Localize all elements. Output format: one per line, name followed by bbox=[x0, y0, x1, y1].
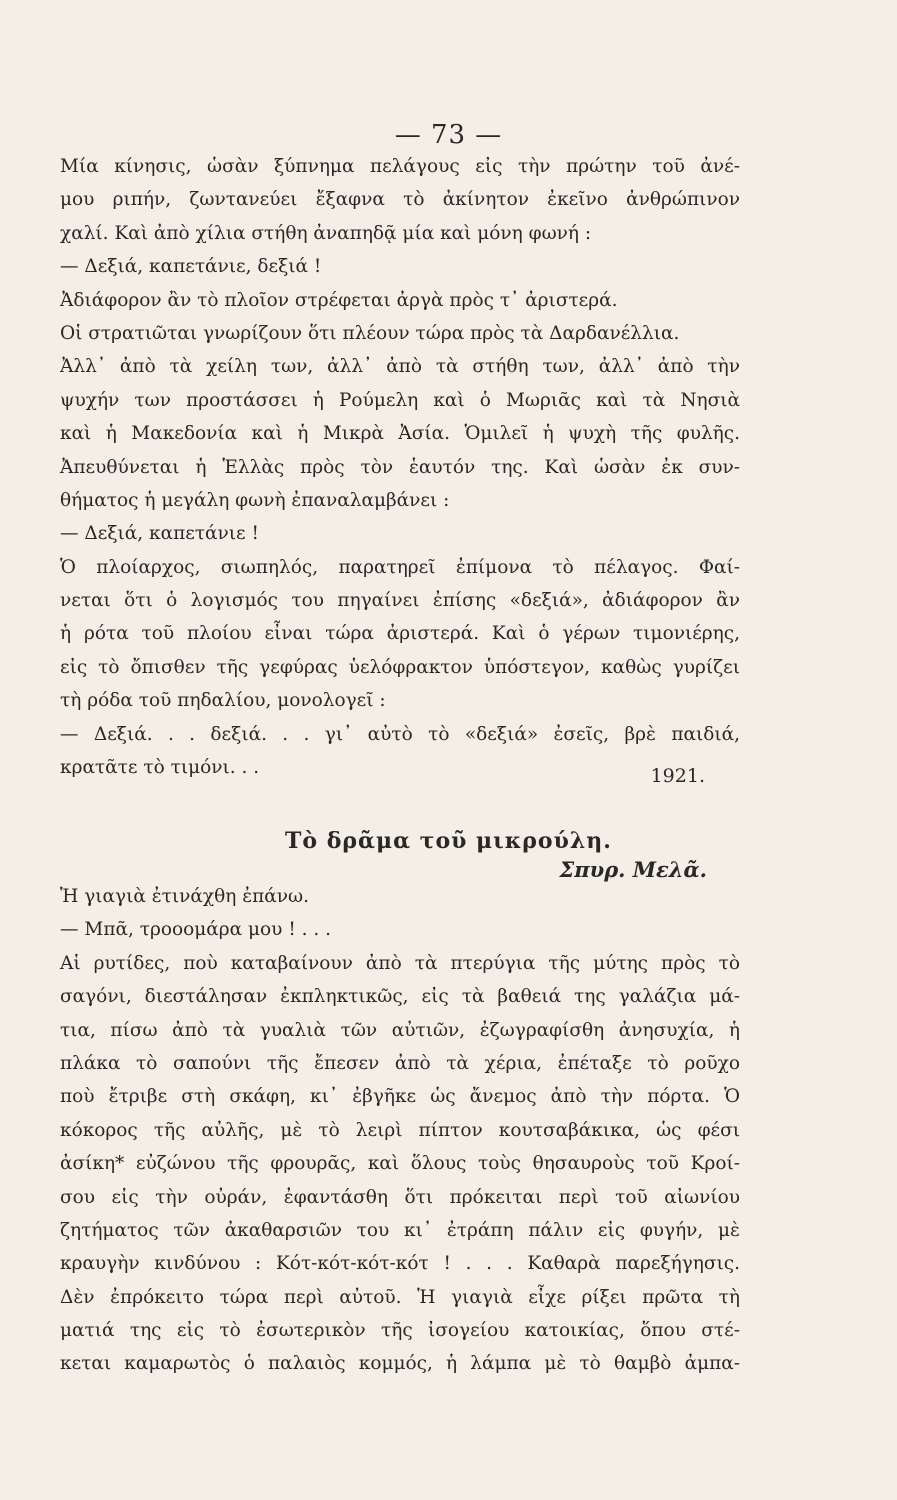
text-line: Ἀδιάφορον ἂν τὸ πλοῖον στρέφεται ἀργὰ πρὸς τ᾿ ἀριστερά. bbox=[60, 289, 618, 311]
page-number: — 73 — bbox=[394, 120, 503, 150]
text-line: νεται ὅτι ὁ λογισμός του πηγαίνει ἐπίσης «δεξιά», ἀδιάφορον ἂν bbox=[60, 590, 740, 612]
text-line: σαγόνι, διεστάλησαν ἐκπληκτικῶς, εἰς τὰ βαθειά της γαλάζια μά- bbox=[60, 986, 740, 1008]
text-line: ζητήματος τῶν ἀκαθαρσιῶν του κι᾿ ἐτράπη πάλιν εἰς φυγήν, μὲ bbox=[60, 1219, 740, 1241]
text-line: Αἱ ρυτίδες, ποὺ καταβαίνουν ἀπὸ τὰ πτερύγια τῆς μύτης πρὸς τὸ bbox=[60, 952, 740, 974]
text-line: καὶ ἡ Μακεδονία καὶ ἡ Μικρὰ Ἀσία. Ὁμιλεῖ ἡ ψυχὴ τῆς φυλῆς. bbox=[60, 423, 740, 445]
text-block-story bbox=[60, 880, 740, 1381]
text-line: κεται καμαρωτὸς ὁ παλαιὸς κομμός, ἡ λάμπα μὲ τὸ θαμβὸ ἀμπα- bbox=[60, 1353, 740, 1375]
text-line: κόκορος τῆς αὐλῆς, μὲ τὸ λειρὶ πίπτον κουτσαβάκικα, ὡς φέσι bbox=[60, 1119, 740, 1141]
text-line: Ἀλλ᾿ ἀπὸ τὰ χείλη των, ἀλλ᾿ ἀπὸ τὰ στήθη των, ἀλλ᾿ ἀπὸ τὴν bbox=[60, 356, 740, 378]
text-line: ἀσίκη* εὐζώνου τῆς φρουρᾶς, καὶ ὅλους τοὺς θησαυροὺς τοῦ Κροί- bbox=[60, 1153, 740, 1175]
text-line: — Δεξιά, καπετάνιε, δεξιά ! bbox=[60, 256, 322, 278]
text-line: Μία κίνησις, ὡσὰν ξύπνημα πελάγους εἰς τὴν πρώτην τοῦ ἀνέ- bbox=[60, 156, 740, 177]
text-line: πλάκα τὸ σαπούνι τῆς ἔπεσεν ἀπὸ τὰ χέρια, ἐπέταξε τὸ ροῦχο bbox=[60, 1052, 740, 1074]
text-line: Οἱ στρατιῶται γνωρίζουν ὅτι πλέουν τώρα πρὸς τὰ Δαρδανέλλια. bbox=[60, 322, 680, 344]
author-name: Σπυρ. Μελᾶ. bbox=[559, 857, 707, 882]
text-line: μου ριπήν, ζωντανεύει ἔξαφνα τὸ ἀκίνητον ἐκεῖνο ἀνθρώπινον bbox=[60, 189, 740, 211]
text-line: ποὺ ἔτριβε στὴ σκάφη, κι᾿ ἐβγῆκε ὡς ἄνεμος ἀπὸ τὴν πόρτα. Ὁ bbox=[60, 1086, 740, 1108]
text-line: — Μπᾶ, τροοομάρα μου ! . . . bbox=[60, 919, 332, 941]
text-line: χαλί. Καὶ ἀπὸ χίλια στήθη ἀναπηδᾷ μία καὶ μόνη φωνή : bbox=[60, 222, 592, 244]
text-line: Ἀπευθύνεται ἡ Ἑλλὰς πρὸς τὸν ἑαυτόν της. Καὶ ὡσὰν ἐκ συν- bbox=[60, 456, 740, 478]
text-line: θήματος ἡ μεγάλη φωνὴ ἐπαναλαμβάνει : bbox=[60, 489, 450, 511]
text-line: κραυγὴν κινδύνου : Κότ-κότ-κότ-κότ ! . . . Καθαρὰ παρεξήγησις. bbox=[60, 1253, 740, 1275]
text-line: τια, πίσω ἀπὸ τὰ γυαλιὰ τῶν αὐτιῶν, ἐζωγραφίσθη ἀνησυχία, ἡ bbox=[60, 1019, 740, 1041]
date-signature: 1921. bbox=[650, 765, 705, 787]
story-title: Τὸ δρᾶμα τοῦ μικρούλη. bbox=[285, 828, 612, 854]
text-line: — Δεξιά. . . δεξιά. . . γι᾿ αὐτὸ τὸ «δεξιά» ἐσεῖς, βρὲ παιδιά, bbox=[60, 723, 740, 745]
text-block-previous-story bbox=[60, 150, 740, 784]
text-line: ψυχήν των προστάσσει ἡ Ρούμελη καὶ ὁ Μωριᾶς καὶ τὰ Νησιὰ bbox=[60, 389, 740, 411]
text-line: σου εἰς τὴν οὐράν, ἐφαντάσθη ὅτι πρόκειται περὶ τοῦ αἰωνίου bbox=[60, 1186, 740, 1208]
text-line: Ἡ γιαγιὰ ἐτινάχθη ἐπάνω. bbox=[60, 886, 309, 907]
text-line: τὴ ρόδα τοῦ πηδαλίου, μονολογεῖ : bbox=[60, 690, 386, 712]
text-line: κρατᾶτε τὸ τιμόνι. . . bbox=[60, 757, 260, 779]
text-line: — Δεξιά, καπετάνιε ! bbox=[60, 523, 259, 545]
text-line: εἰς τὸ ὄπισθεν τῆς γεφύρας ὑελόφρακτον ὑπόστεγον, καθὼς γυρίζει bbox=[60, 656, 740, 678]
text-line: ἡ ρότα τοῦ πλοίου εἶναι τώρα ἀριστερά. Καὶ ὁ γέρων τιμονιέρης, bbox=[60, 623, 740, 645]
text-line: ματιά της εἰς τὸ ἐσωτερικὸν τῆς ἰσογείου κατοικίας, ὅπου στέ- bbox=[60, 1320, 740, 1342]
text-line: Δὲν ἐπρόκειτο τώρα περὶ αὐτοῦ. Ἡ γιαγιὰ εἶχε ρίξει πρῶτα τὴ bbox=[60, 1286, 740, 1308]
text-line: Ὁ πλοίαρχος, σιωπηλός, παρατηρεῖ ἐπίμονα τὸ πέλαγος. Φαί- bbox=[60, 556, 740, 578]
